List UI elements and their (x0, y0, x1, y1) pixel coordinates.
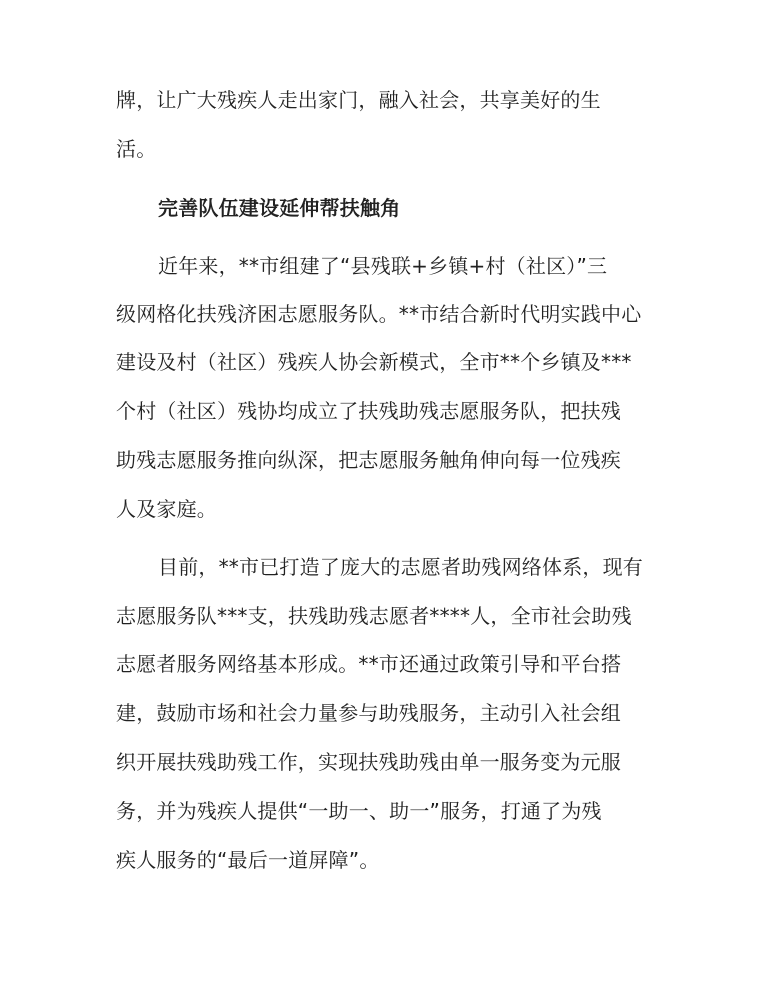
paragraph-line: 级网格化扶残济困志愿服务队。**市结合新时代明实践中心 (116, 302, 642, 326)
paragraph-line: 织开展扶残助残工作，实现扶残助残由单一服务变为元服 (116, 750, 621, 774)
paragraph-line: 近年来，**市组建了“县残联+乡镇+村（社区）”三 (158, 254, 608, 278)
paragraph-line: 建，鼓励市场和社会力量参与助残服务，主动引入社会组 (116, 701, 621, 725)
paragraph-line: 务，并为残疾人提供“一助一、助一”服务，打通了为残 (116, 799, 602, 823)
paragraph-line: 助残志愿服务推向纵深，把志愿服务触角伸向每一位残疾 (116, 448, 621, 472)
paragraph-line: 志愿服务队***支，扶残助残志愿者****人，全市社会助残 (116, 604, 632, 628)
paragraph-line: 活。 (116, 137, 157, 161)
section-heading: 完善队伍建设延伸帮扶触角 (158, 196, 401, 220)
paragraph-line: 志愿者服务网络基本形成。**市还通过政策引导和平台搭 (116, 652, 622, 676)
paragraph-line: 目前，**市已打造了庞大的志愿者助残网络体系，现有 (158, 555, 643, 579)
paragraph-line: 人及家庭。 (116, 497, 217, 521)
paragraph-line: 建设及村（社区）残疾人协会新模式，全市**个乡镇及*** (116, 350, 632, 374)
paragraph-line: 疾人服务的“最后一道屏障”。 (116, 848, 380, 872)
paragraph-line: 个村（社区）残协均成立了扶残助残志愿服务队，把扶残 (116, 399, 621, 423)
paragraph-line: 牌，让广大残疾人走出家门，融入社会，共享美好的生 (116, 88, 601, 112)
